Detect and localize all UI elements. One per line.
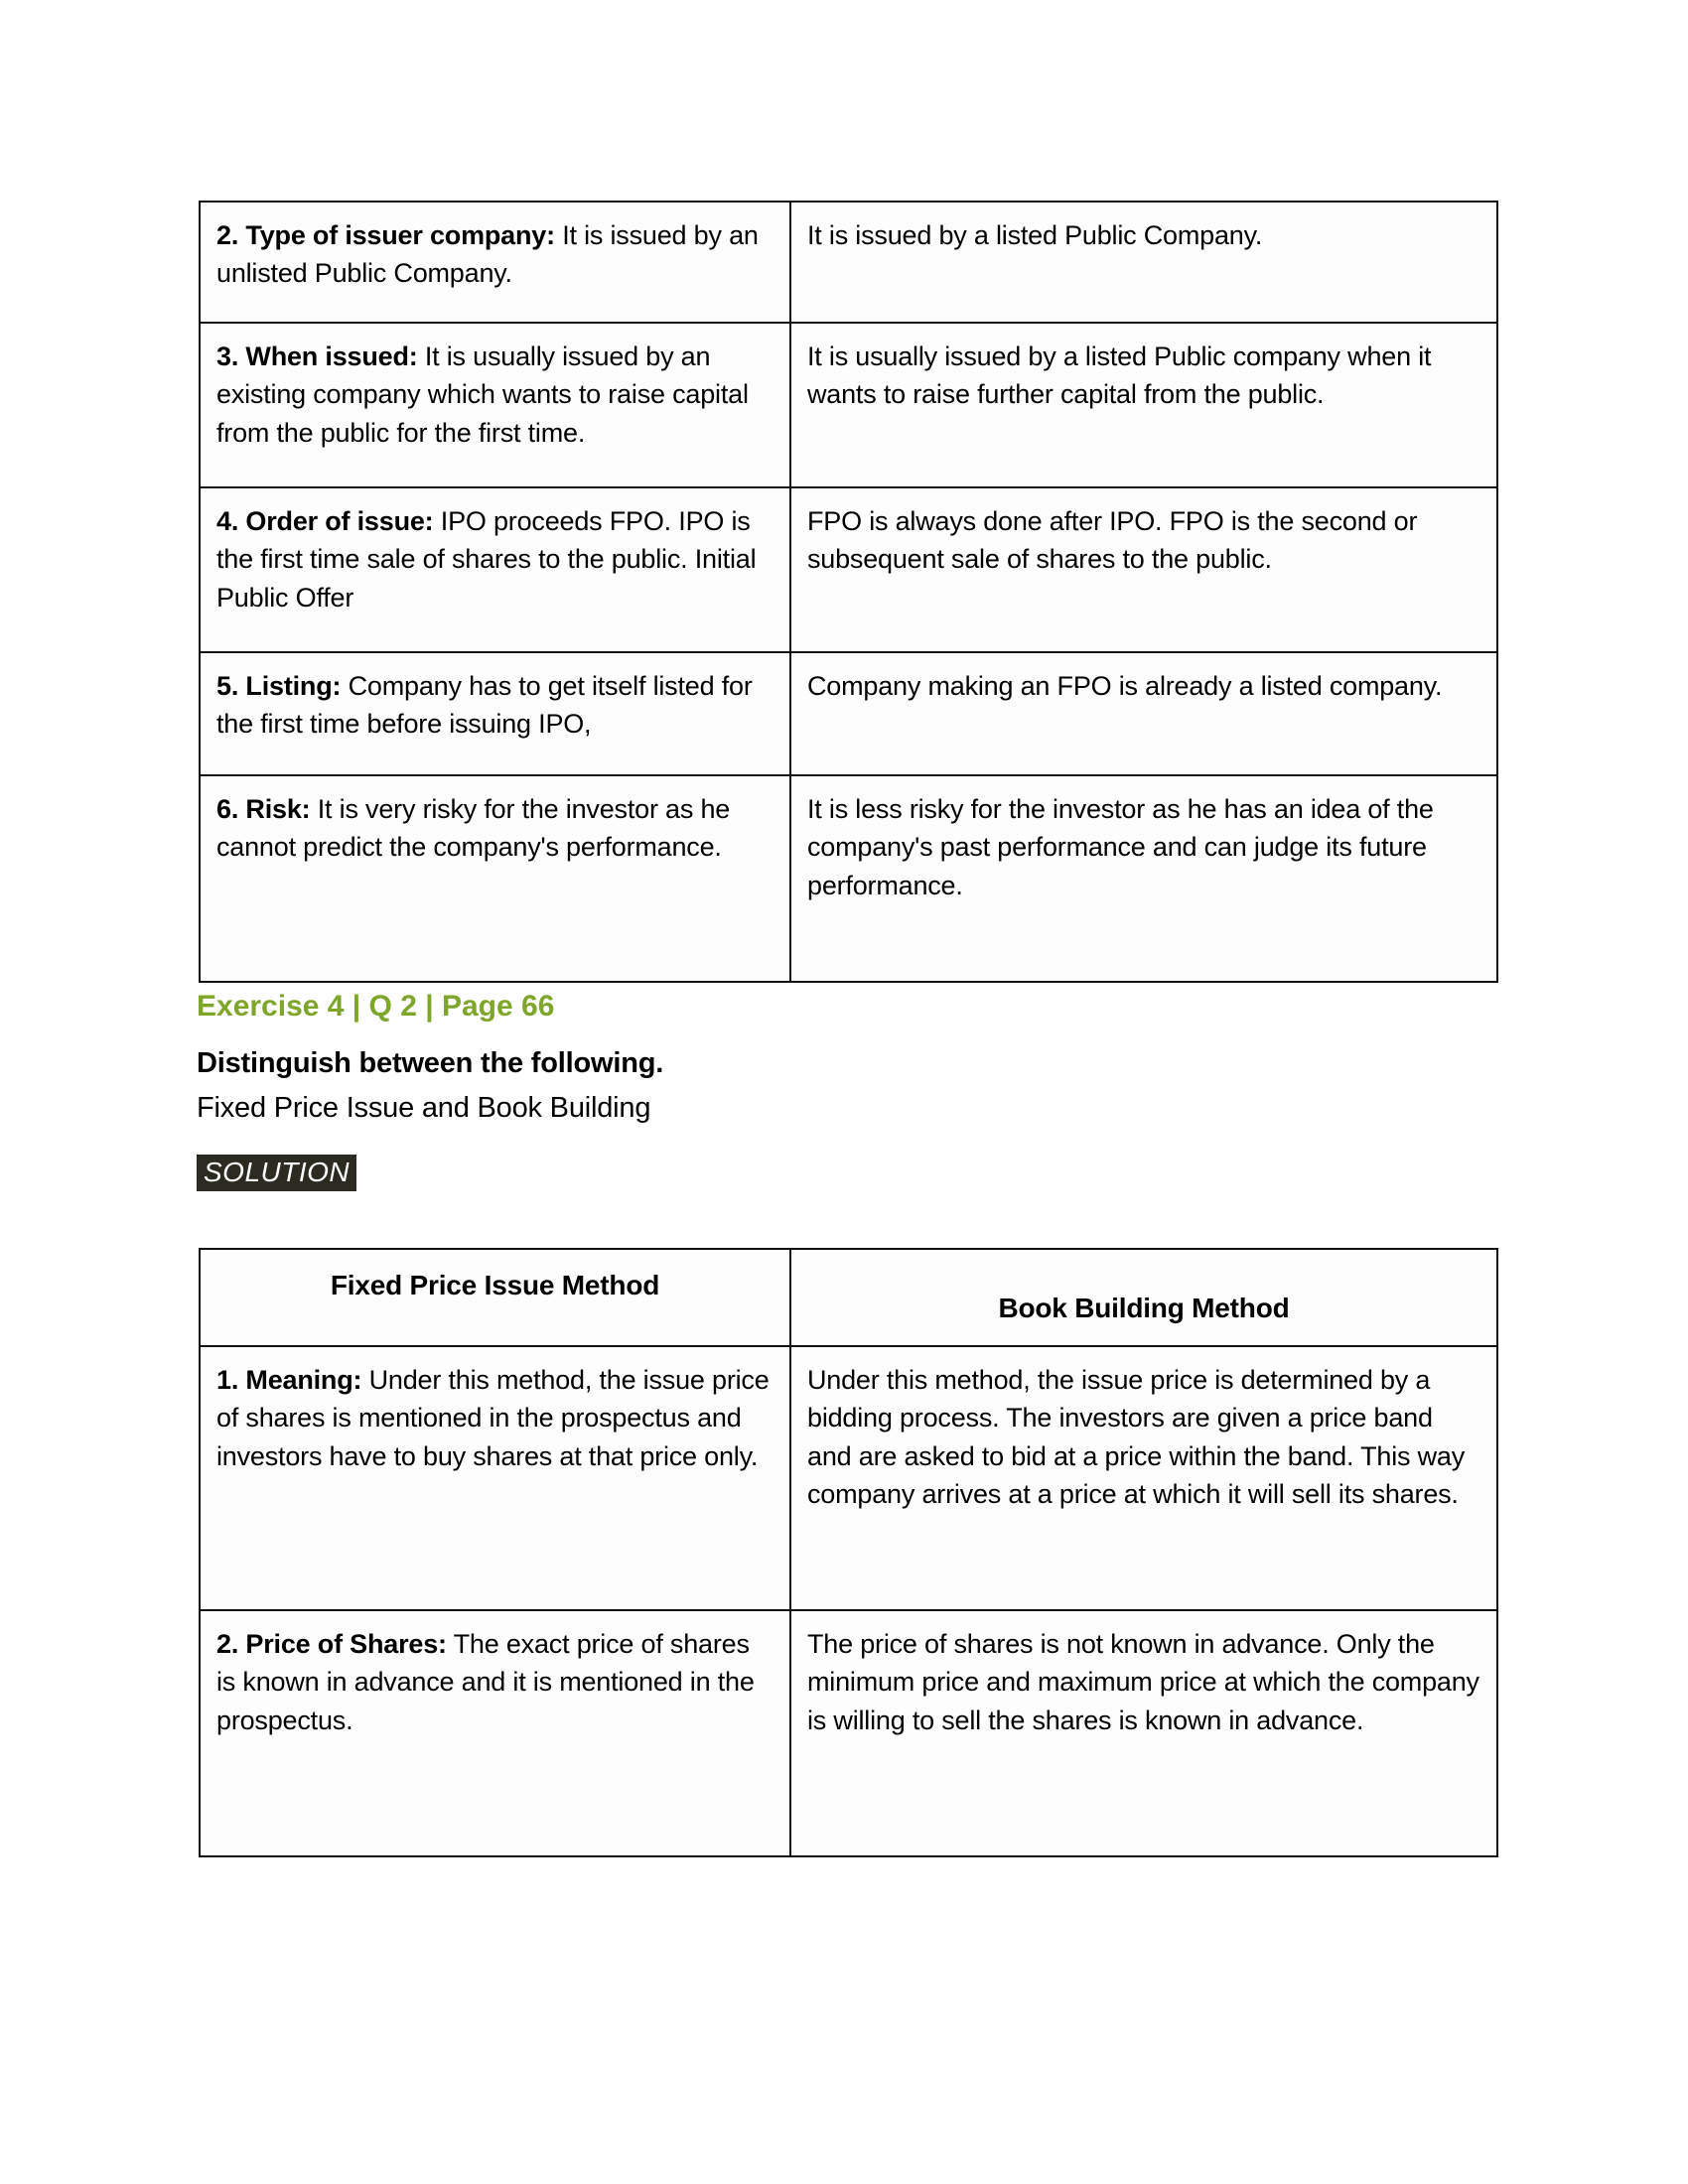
table-cell-left (200, 487, 790, 652)
row-label: 1. Meaning: (216, 1365, 362, 1395)
table-cell-left (200, 1610, 790, 1856)
page-number: Page 66 (441, 990, 555, 1023)
table-row (200, 323, 1497, 487)
row-label: 3. When issued: (216, 341, 418, 371)
table-row (200, 1610, 1497, 1856)
table-cell-left (200, 652, 790, 775)
row-left-text: It is very risky for the investor as he cannot predict the company's performance. (216, 794, 731, 863)
row-label: 2. Type of issuer company: (216, 220, 555, 250)
table-header-left-label: Fixed Price Issue Method (330, 1270, 660, 1301)
exercise-reference (197, 990, 554, 1024)
row-label: 5. Listing: (216, 671, 342, 701)
exercise-separator-1: | (344, 990, 369, 1023)
table-cell-right: It is issued by a listed Public Company. (790, 202, 1497, 323)
table-cell-right: The price of shares is not known in advance. Only the minimum price and maximum price at which the company is willing to sell the shares is known in advance. (790, 1610, 1497, 1856)
row-left-text: IPO proceeds FPO. IPO is the first time sale of shares to the public. Initial Public Offer (216, 506, 757, 613)
table-cell-left (200, 775, 790, 982)
question-number: Q 2 (368, 990, 417, 1023)
table-cell-right: It is usually issued by a listed Public company when it wants to raise further capital from the public. (790, 323, 1497, 487)
exercise-separator-2: | (416, 990, 442, 1023)
fixed-price-book-building-table (199, 1248, 1498, 1857)
row-left-text: The exact price of shares is known in advance and it is mentioned in the prospectus. (216, 1629, 755, 1735)
table-row (200, 1346, 1497, 1610)
table-cell-left (200, 202, 790, 323)
table-cell-left (200, 1346, 790, 1610)
table-header-row (200, 1249, 1497, 1346)
table-header-right-label: Book Building Method (998, 1293, 1290, 1324)
row-left-text: Under this method, the issue price of shares is mentioned in the prospectus and investors have to buy shares at that price only. (216, 1365, 770, 1471)
row-label: 2. Price of Shares: (216, 1629, 447, 1659)
row-label: 4. Order of issue: (216, 506, 434, 536)
solution-label: SOLUTION (197, 1155, 356, 1191)
table-header-right (790, 1249, 1497, 1346)
table-header-left (200, 1249, 790, 1346)
table-row (200, 487, 1497, 652)
row-left-text: It is issued by an unlisted Public Company. (216, 220, 759, 289)
table-row (200, 775, 1497, 982)
exercise-number: Exercise 4 (197, 990, 345, 1023)
table-cell-right: FPO is always done after IPO. FPO is the second or subsequent sale of shares to the public. (790, 487, 1497, 652)
row-left-text: It is usually issued by an existing company which wants to raise capital from the public for the first time. (216, 341, 749, 448)
table-cell-right: Company making an FPO is already a listed company. (790, 652, 1497, 775)
question-subtitle: Fixed Price Issue and Book Building (197, 1092, 651, 1124)
row-label: 6. Risk: (216, 794, 311, 824)
table-row (200, 202, 1497, 323)
row-left-text: Company has to get itself listed for the first time before issuing IPO, (216, 671, 753, 740)
table-row (200, 652, 1497, 775)
table-cell-left (200, 323, 790, 487)
table-cell-right: Under this method, the issue price is determined by a bidding process. The investors are given a price band and are asked to bid at a price within the band. This way company arrives at a price at which it will sell its shares. (790, 1346, 1497, 1610)
ipo-fpo-comparison-table (199, 201, 1498, 983)
question-title: Distinguish between the following. (197, 1047, 664, 1079)
table-cell-right: It is less risky for the investor as he has an idea of the company's past performance and can judge its future performance. (790, 775, 1497, 982)
